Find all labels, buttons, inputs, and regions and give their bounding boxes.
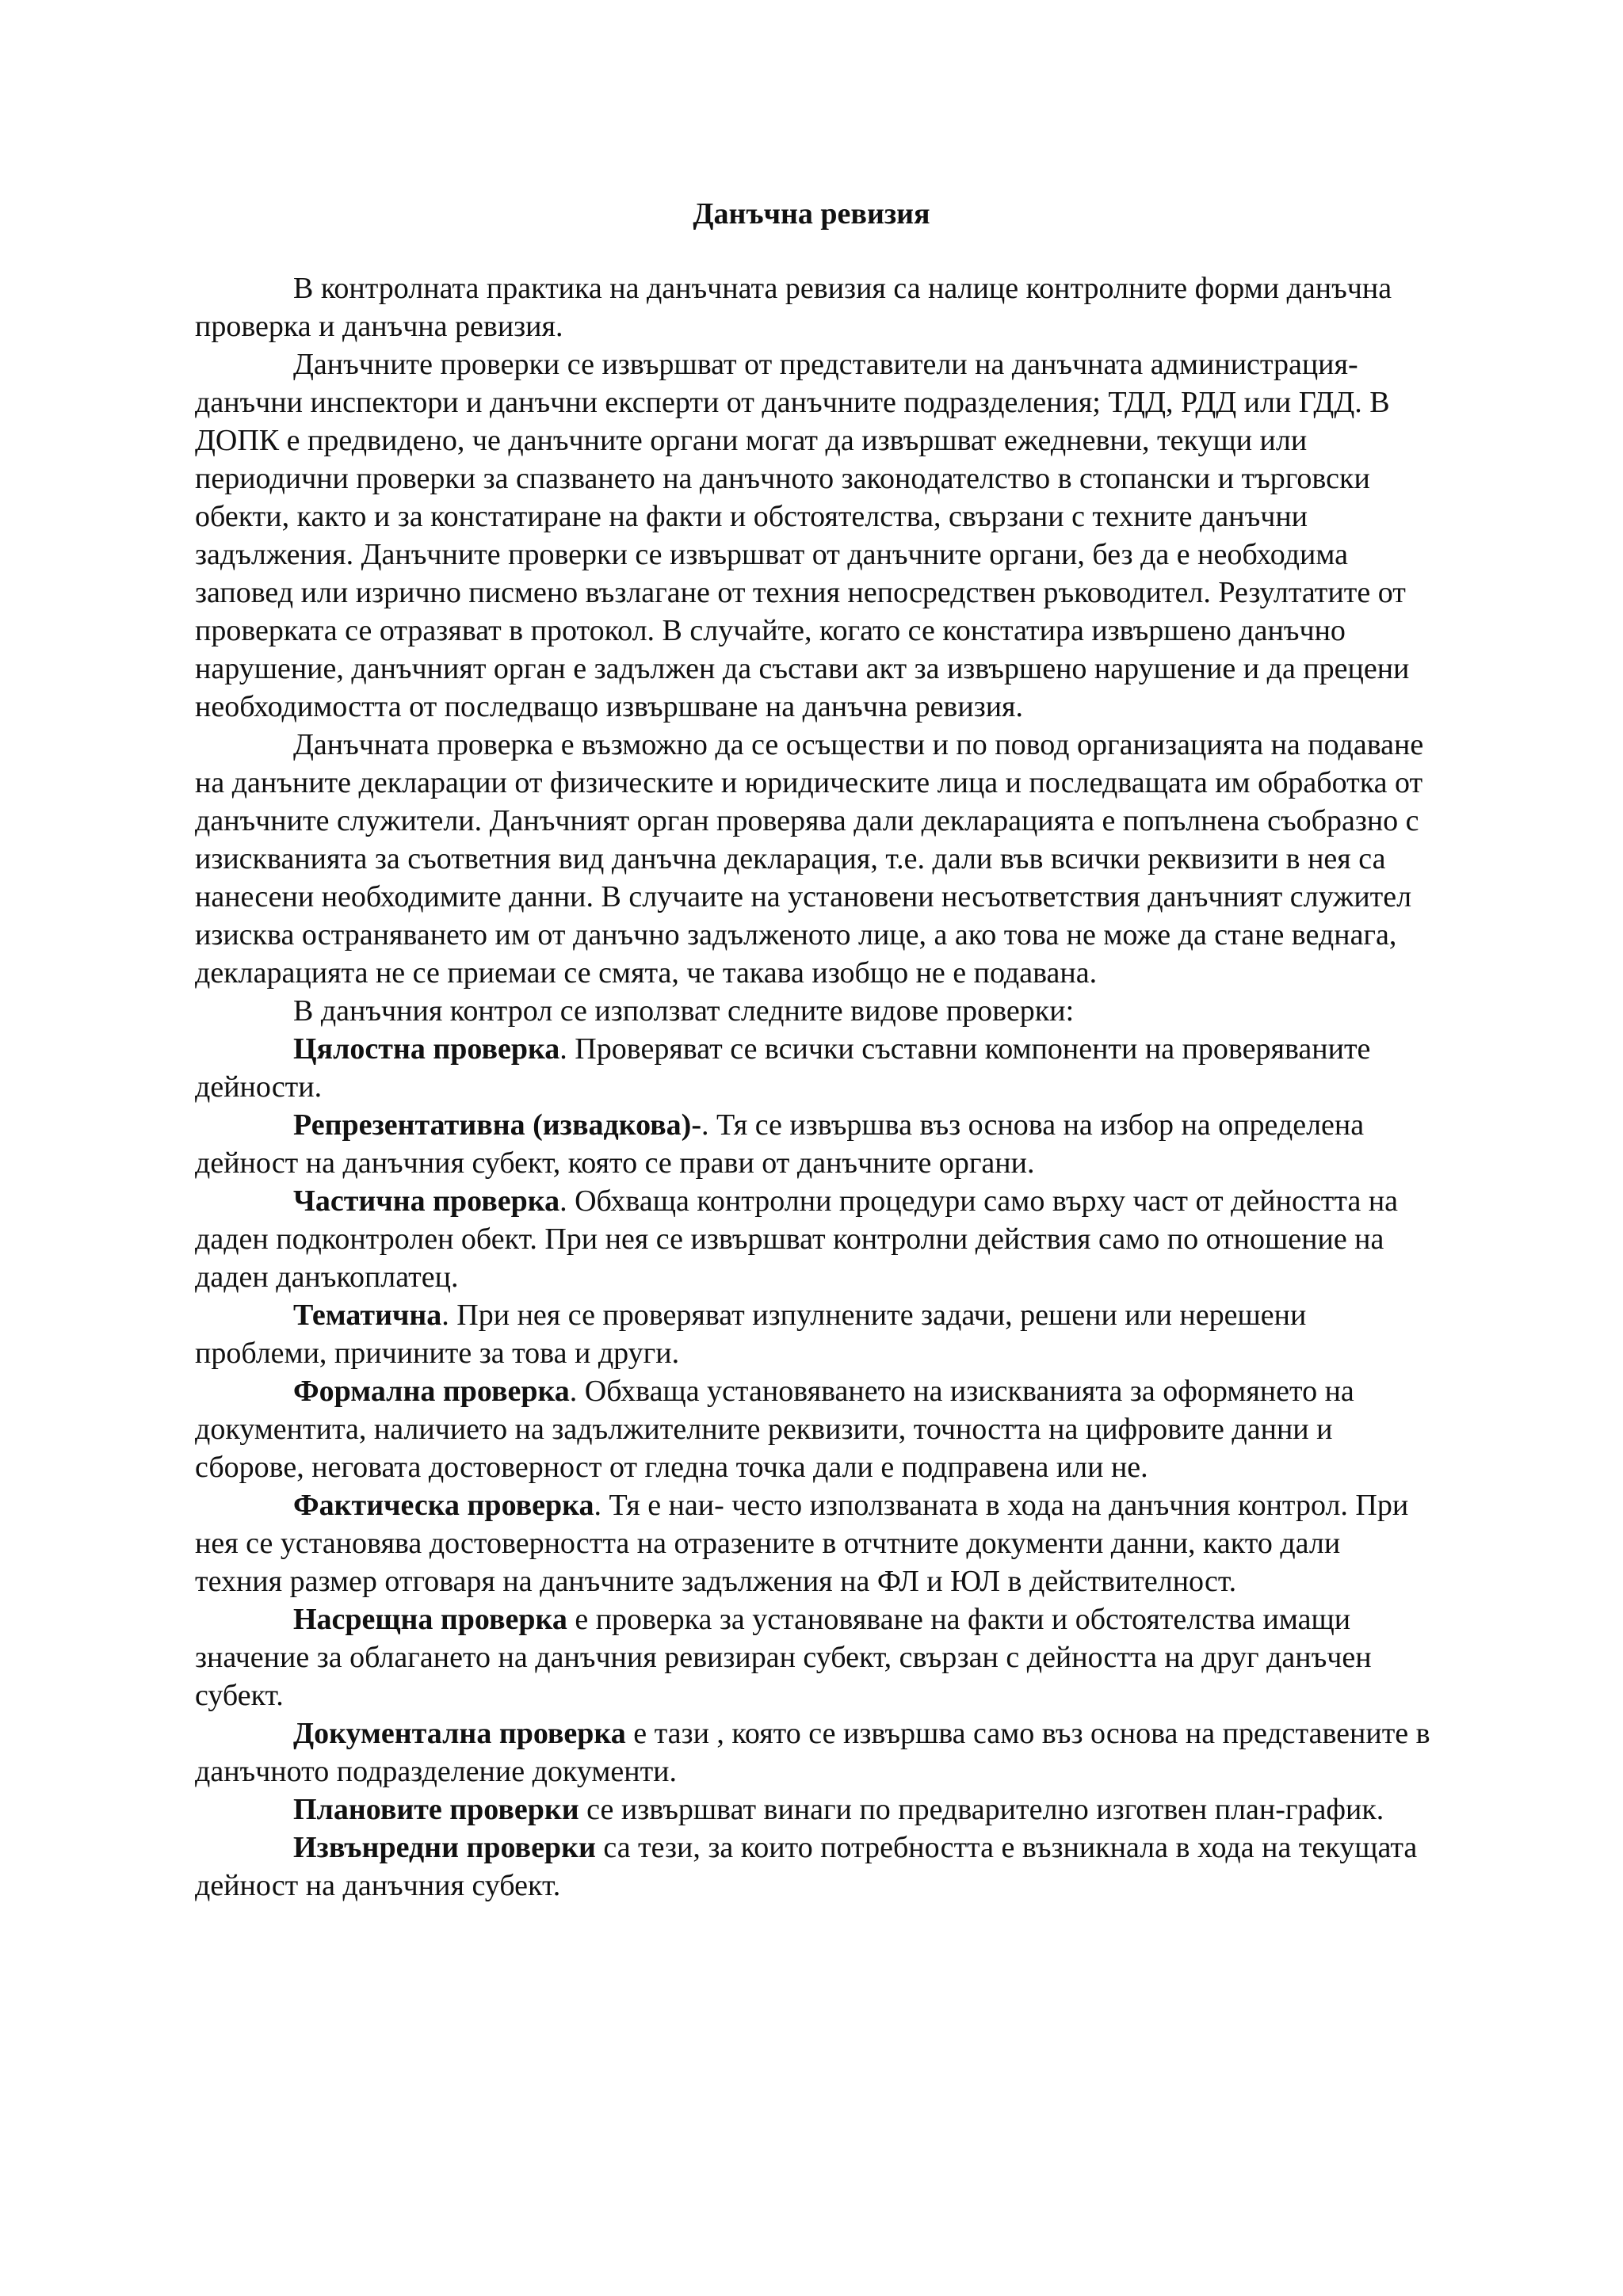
paragraph-thematic-check <box>195 1296 1431 1372</box>
term-factual-check: Фактическа проверка <box>293 1489 594 1522</box>
paragraph-text: . Проверяват се всички съставни компоненти на проверяваните дейности. <box>195 1032 1371 1104</box>
paragraph-text: Данъчните проверки се извършват от представители на данъчната администрация- данъчни инспектори и данъчни експерти от данъчните подразделения; ТДД, РДД или ГДД. В ДОПК е предвидено, че данъчните органи могат да извършват ежедневни, текущи или периодични проверки за спазването на данъчното законодателство в стопански и търговски обекти, както и за констатиране на факти и обстоятелства, свързани с техните данъчни задължения. Данъчните проверки се извършват от данъчните органи, без да е необходима заповед или изрично писмено възлагане от техния непосредствен ръководител. Резултатите от проверката се отразяват в протокол. В случайте, когато се констатира извършено данъчно нарушение, данъчният орган е задължен да състави акт за извършено нарушение и да прецени необходимостта от последващо извършване на данъчна ревизия. <box>195 348 1410 723</box>
paragraph-documentary-check <box>195 1714 1431 1791</box>
paragraph-text: . Обхваща установяването на изискванията за оформянето на документита, наличието на задължителните реквизити, точността на цифровите данни и сборове, неговата достоверност от гледна точка дали е подправена или не. <box>195 1375 1354 1484</box>
paragraph-check-types-intro <box>195 992 1431 1030</box>
term-documentary-check: Документална проверка <box>293 1717 626 1750</box>
paragraph-text: е тази , която се извършва само въз основа на представените в данъчното подразделение документи. <box>195 1717 1430 1788</box>
term-counter-check: Насрещна проверка <box>293 1603 567 1636</box>
paragraph-text: са тези, за които потребността е възникнала в хода на текущата дейност на данъчния субект. <box>195 1831 1418 1902</box>
paragraph-counter-check <box>195 1600 1431 1714</box>
paragraph-text: . Обхваща контролни процедури само върху част от дейността на даден подконтролен обект. При нея се извършват контролни действия само по отношение на даден данъкоплатец. <box>195 1184 1399 1294</box>
paragraph-text: . Тя се извършва въз основа на избор на определена дейност на данъчния субект, която се прави от данъчните органи. <box>195 1108 1365 1180</box>
paragraph-partial-check <box>195 1182 1431 1296</box>
paragraph-factual-check <box>195 1486 1431 1600</box>
paragraph-intro <box>195 269 1431 345</box>
document-title: Данъчна ревизия <box>693 197 930 231</box>
paragraph-text: . Тя е наи- често използваната в хода на данъчния контрол. При нея се установява достоверността на отразените в отчтните документи данни, както дали техния размер отговаря на данъчните задължения на ФЛ и ЮЛ в действителност. <box>195 1489 1409 1598</box>
paragraph-text: е проверка за установяване на факти и обстоятелства имащи значение за облагането на данъчния ревизиран субект, свързан с дейността на друг данъчен субект. <box>195 1603 1372 1712</box>
term-sample-check: Репрезентативна (извадкова)- <box>293 1108 701 1142</box>
term-planned-checks: Плановите проверки <box>293 1793 579 1826</box>
paragraph-text: се извършват винаги по предварително изготвен план-график. <box>579 1793 1384 1826</box>
paragraph-extraordinary-checks <box>195 1829 1431 1905</box>
paragraph-tax-checks <box>195 345 1431 726</box>
paragraph-sample-check <box>195 1106 1431 1182</box>
paragraph-text: . При нея се проверяват изпулнените задачи, решени или нерешени проблеми, причините за това и други. <box>195 1299 1307 1370</box>
paragraph-full-check <box>195 1030 1431 1106</box>
term-extraordinary-checks: Извънредни проверки <box>293 1831 596 1864</box>
term-full-check: Цялостна проверка <box>293 1032 560 1066</box>
term-thematic-check: Тематична <box>293 1299 442 1332</box>
paragraph-planned-checks <box>195 1791 1431 1829</box>
paragraph-formal-check <box>195 1372 1431 1486</box>
paragraph-text: В данъчния контрол се използват следните видове проверки: <box>293 994 1075 1028</box>
term-formal-check: Формална проверка <box>293 1375 570 1408</box>
document-body <box>195 269 1431 1905</box>
paragraph-text: Данъчната проверка е възможно да се осъществи и по повод организацията на подаване на данъните декларации от физическите и юридическите лица и последващата им обработка от данъчните служители. Данъчният орган проверява дали декларацията е попълнена съобразно с изискванията за съответния вид данъчна декларация, т.е. дали във всички реквизити в нея са нанесени необходимите данни. В случаите на установени несъответствия данъчният служител изисква остраняването им от данъчно задълженото лице, а ако това не може да стане веднага, декларацията не се приемаи се смята, че такава изобщо не е подавана. <box>195 728 1424 990</box>
term-partial-check: Частична проверка <box>293 1184 560 1218</box>
paragraph-declarations <box>195 726 1431 992</box>
paragraph-text: В контролната практика на данъчната ревизия са налице контролните форми данъчна проверка и данъчна ревизия. <box>195 272 1392 343</box>
